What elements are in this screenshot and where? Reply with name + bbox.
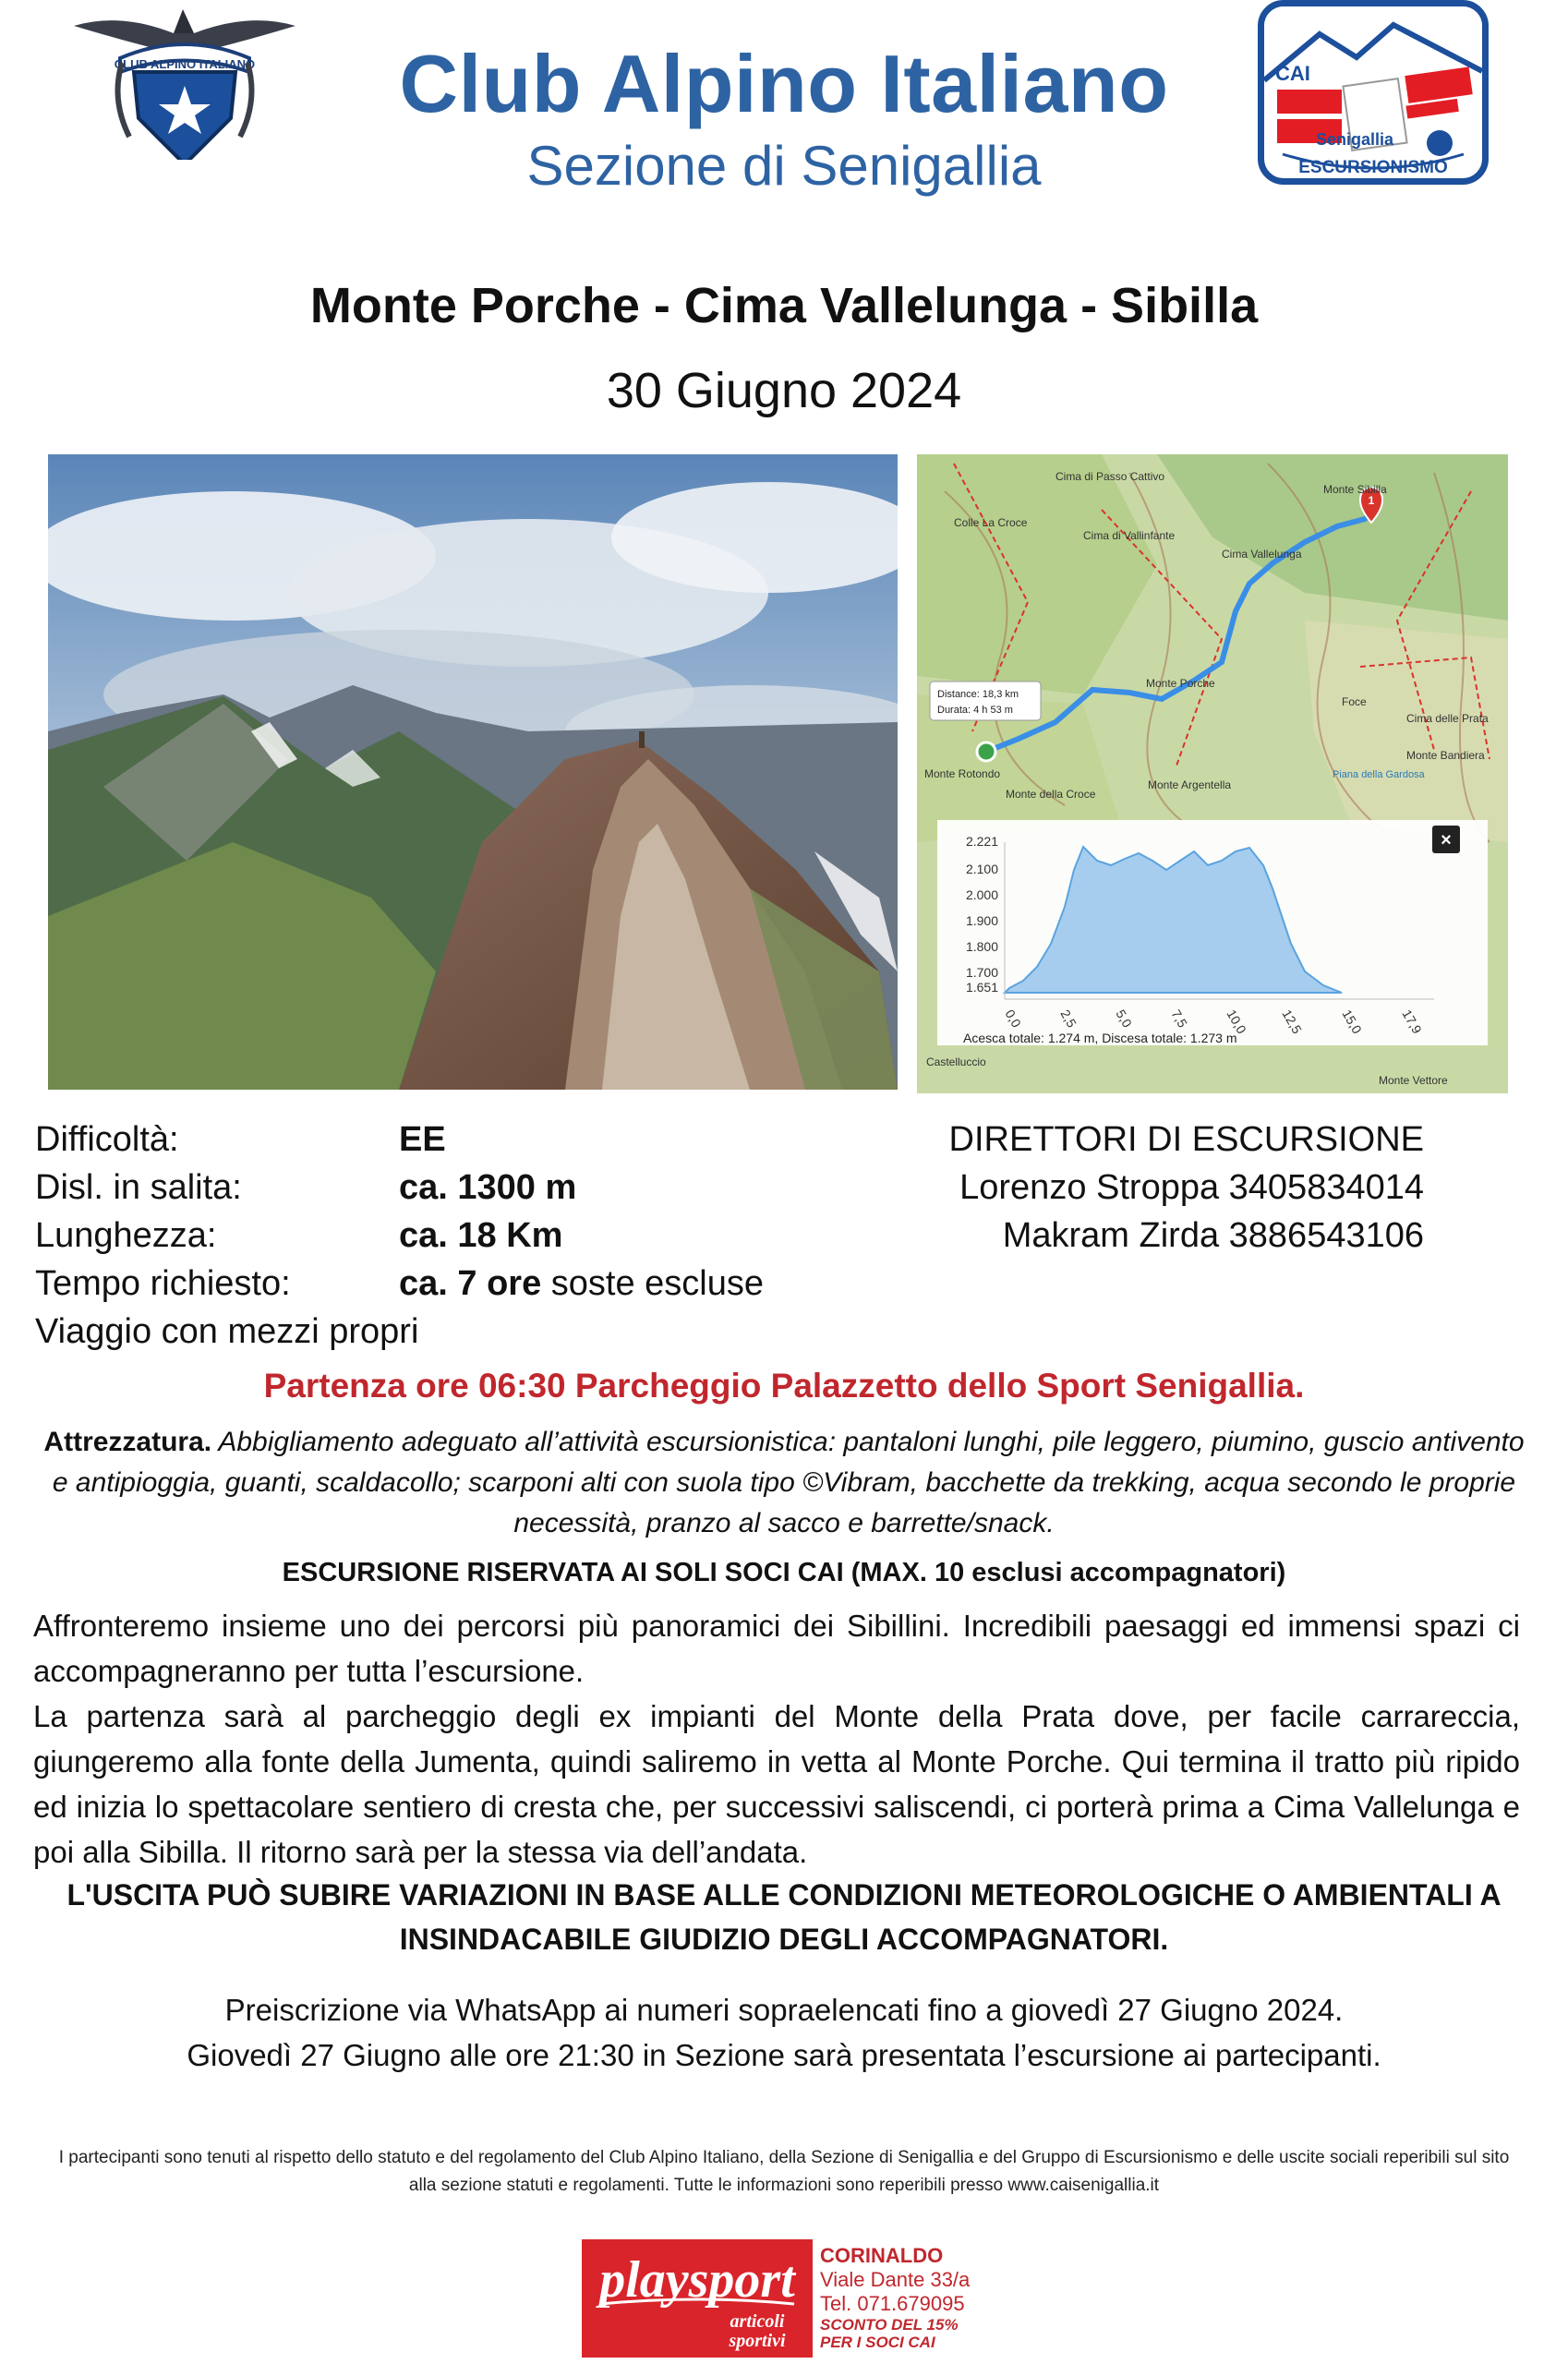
- map-place-3: Cima di Vallinfante: [1083, 529, 1176, 542]
- map-place-5: Monte Sibilla: [1323, 483, 1387, 496]
- map-place-2: Colle La Croce: [954, 516, 1028, 529]
- equipment-label: Attrezzatura.: [43, 1427, 212, 1457]
- map-place-6: Monte Porche: [1146, 677, 1215, 690]
- profile-x-tick-3: 5,0: [1113, 1007, 1135, 1031]
- close-icon: ×: [1441, 830, 1452, 850]
- svg-text:1: 1: [1368, 494, 1375, 507]
- info-label-difficulty: Difficoltà:: [35, 1120, 179, 1159]
- profile-y-tick-3: 2.000: [965, 887, 998, 902]
- sponsor-tagline-1: articoli: [730, 2311, 785, 2332]
- sponsor-city: CORINALDO: [820, 2244, 944, 2267]
- sponsor-brand: playsport: [599, 2251, 795, 2309]
- map-place-4: Cima Vallelunga: [1222, 548, 1302, 561]
- club-title: Club Alpino Italiano: [399, 38, 1169, 129]
- sponsor-phone: Tel. 071.679095: [820, 2292, 965, 2315]
- sponsor-discount-2: PER I SOCI CAI: [820, 2334, 935, 2351]
- info-value-elevation: ca. 1300 m: [399, 1168, 577, 1207]
- profile-x-tick-8: 17,9: [1399, 1007, 1425, 1037]
- map-place-7: Foce: [1342, 695, 1367, 708]
- profile-x-tick-5: 10,0: [1224, 1007, 1249, 1037]
- profile-x-tick-6: 12,5: [1279, 1007, 1305, 1037]
- sponsor-tagline-2: sportivi: [729, 2331, 786, 2351]
- departure-info: Partenza ore 06:30 Parcheggio Palazzetto dello Sport Senigallia.: [263, 1367, 1305, 1405]
- weather-warning: L'USCITA PUÒ SUBIRE VARIAZIONI IN BASE ALLE CONDIZIONI METEOROLOGICHE O AMBIENTALI A INSINDACABILE GIUDIZIO DEGLI ACCOMPAGNATORI.: [66, 1878, 1502, 1956]
- director-2: Makram Zirda 3886543106: [1002, 1216, 1424, 1255]
- preregistration: [0, 1987, 1568, 2078]
- playsport-logo: [582, 2239, 813, 2358]
- profile-y-tick-2: 2.100: [965, 862, 998, 876]
- info-value-difficulty: EE: [399, 1120, 446, 1159]
- footer-note: I partecipanti sono tenuti al rispetto dello statuto e del regolamento del Club Alpino Italiano, della Sezione di Senigallia e del Gruppo di Escursionismo e delle uscite sociali reperibili sul sito alla sezione statuti e regolamenti. Tutte le informazioni sono reperibili presso www.caisenigallia.it: [58, 2148, 1510, 2195]
- logo-cai-text: CAI: [1275, 62, 1310, 85]
- event-date: 30 Giugno 2024: [606, 363, 962, 418]
- info-travel: Viaggio con mezzi propri: [35, 1312, 419, 1351]
- directors-heading: DIRETTORI DI ESCURSIONE: [948, 1120, 1424, 1159]
- profile-x-tick-7: 15,0: [1339, 1007, 1365, 1037]
- map-place-1: Cima di Passo Cattivo: [1055, 470, 1165, 483]
- map-place-14: Castelluccio: [926, 1055, 986, 1068]
- map-duration: Durata: 4 h 53 m: [937, 705, 1013, 716]
- map-place-13: Monte Bandiera: [1406, 749, 1485, 762]
- members-only-notice: ESCURSIONE RISERVATA AI SOLI SOCI CAI (MAX. 10 esclusi accompagnatori): [282, 1558, 1286, 1587]
- profile-y-tick-4: 1.900: [965, 913, 998, 928]
- director-1: Lorenzo Stroppa 3405834014: [959, 1168, 1424, 1207]
- sponsor-details: [820, 2244, 970, 2351]
- map-place-8: Cima delle Prata: [1406, 712, 1489, 725]
- map-place-9: Monte Rotondo: [924, 767, 1001, 780]
- section-subtitle: Sezione di Senigallia: [526, 135, 1042, 197]
- sponsor-address: Viale Dante 33/a: [820, 2268, 971, 2291]
- map-place-11: Monte Argentella: [1148, 778, 1232, 791]
- profile-x-tick-1: 0,0: [1002, 1007, 1024, 1031]
- event-title: Monte Porche - Cima Vallelunga - Sibilla: [309, 278, 1259, 333]
- profile-x-tick-4: 7,5: [1168, 1007, 1190, 1031]
- map-place-15: Monte Vettore: [1379, 1074, 1448, 1087]
- info-label-length: Lunghezza:: [35, 1216, 217, 1255]
- mountain-ridge-photo: [48, 454, 898, 1090]
- info-time-value: ca. 7 ore: [399, 1264, 542, 1303]
- description: [33, 1603, 1520, 1875]
- profile-y-tick-6: 1.700: [965, 965, 998, 980]
- map-place-12: Piana della Gardosa: [1333, 769, 1425, 780]
- escursionismo-logo: [1258, 0, 1489, 185]
- info-value-length: ca. 18 Km: [399, 1216, 563, 1255]
- logo-label-text: ESCURSIONISMO: [1298, 158, 1448, 177]
- description-paragraph-1: Affronteremo insieme uno dei percorsi più panoramici dei Sibillini. Incredibili paesaggi ed immensi spazi ci accompagneranno per tutta l’escursione.: [33, 1609, 1520, 1688]
- profile-y-tick-7: 1.651: [965, 980, 998, 995]
- profile-y-tick-5: 1.800: [965, 939, 998, 954]
- description-paragraph-2: La partenza sarà al parcheggio degli ex impianti del Monte della Prata dove, per facile carrareccia, giungeremo alla fonte della Jumenta, quindi saliremo in vetta al Monte Porche. Qui termina il tratto più ripido ed inizia lo spettacolare sentiero di cresta che, per successivi saliscendi, ci porterà prima a Cima Vallelunga e poi alla Sibilla. Il ritorno sarà per la stessa via dell’andata.: [33, 1699, 1520, 1869]
- profile-x-tick-2: 2,5: [1057, 1007, 1080, 1031]
- map-place-10: Monte della Croce: [1006, 788, 1096, 801]
- info-label-time: Tempo richiesto:: [35, 1264, 291, 1303]
- info-time-extra: soste escluse: [541, 1264, 765, 1303]
- info-label-elevation: Disl. in salita:: [35, 1168, 242, 1207]
- equipment-text: Abbigliamento adeguato all’attività escursionistica: pantaloni lunghi, pile leggero, piumino, guscio antivento e antipioggia, guanti, scaldacollo; scarponi alti con suola tipo ©Vibram, bacchette da trekking, acqua secondo le proprie necessità, pranzo al sacco e barrette/snack.: [52, 1427, 1525, 1538]
- map-distance: Distance: 18,3 km: [937, 689, 1019, 700]
- profile-y-tick-1: 2.221: [965, 834, 998, 849]
- route-map: [917, 454, 1508, 1093]
- left-logo-text: CLUB ALPINO ITALIANO: [114, 57, 256, 71]
- profile-summary: Acesca totale: 1.274 m, Discesa totale: 1.273 m: [963, 1031, 1237, 1045]
- equipment-paragraph: [41, 1422, 1527, 1544]
- preregistration-line-1: Preiscrizione via WhatsApp ai numeri sopraelencati fino a giovedì 27 Giugno 2024.: [224, 1993, 1344, 2027]
- info-value-time: [399, 1260, 764, 1308]
- logo-city-text: Senigallia: [1316, 130, 1394, 149]
- preregistration-line-2: Giovedì 27 Giugno alle ore 21:30 in Sezione sarà presentata l’escursione ai partecipanti.: [187, 2038, 1381, 2072]
- sponsor-discount-1: SCONTO DEL 15%: [820, 2316, 959, 2334]
